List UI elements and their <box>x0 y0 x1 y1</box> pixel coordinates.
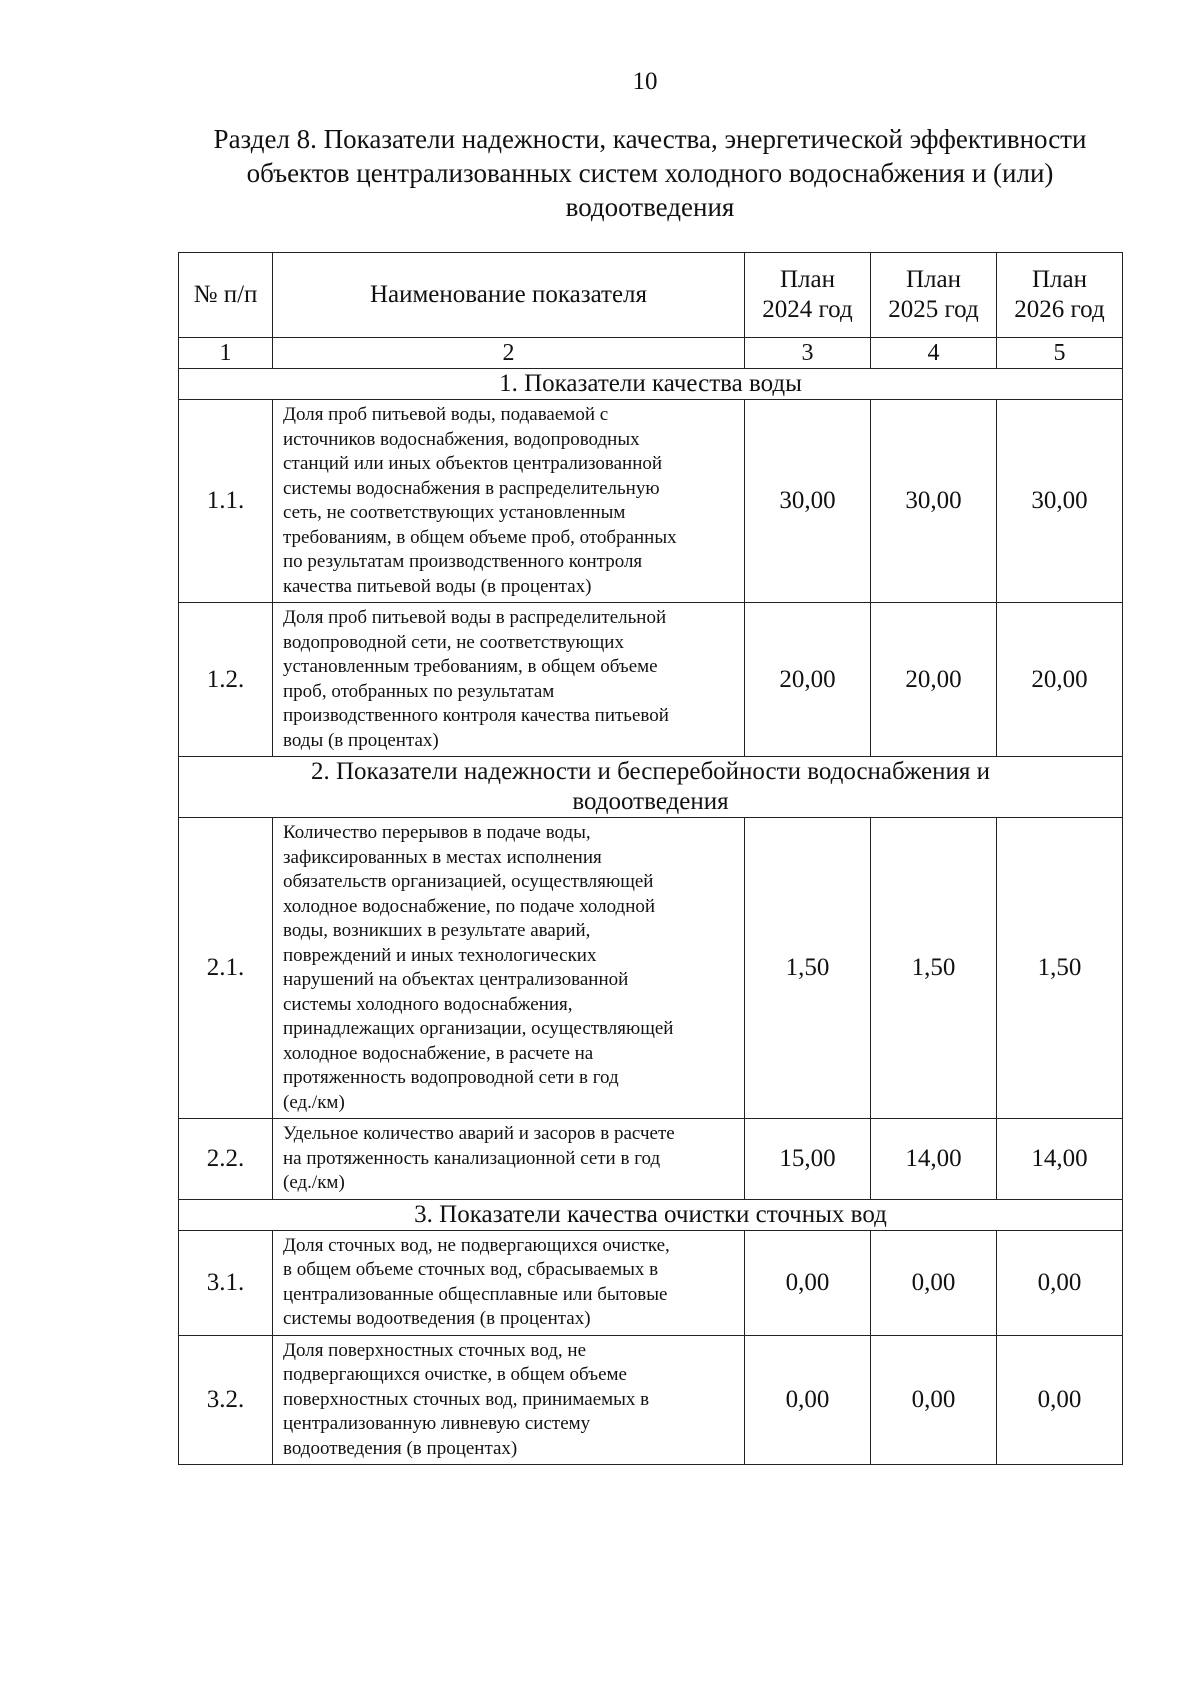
plan-value: 0,00 <box>871 1335 997 1465</box>
indicator-name-line: водопроводной сети, не соответствующих <box>283 631 624 653</box>
group-title <box>179 757 1123 818</box>
group-title <box>179 369 1123 400</box>
indicator-name-line: Количество перерывов в подаче воды, <box>283 822 591 843</box>
plan-value: 14,00 <box>871 1119 997 1200</box>
indicator-name-line: по результатам производственного контроля <box>283 551 643 572</box>
indicator-name-line: централизованные общесплавные или бытовые <box>283 1283 668 1305</box>
section-title-line: Раздел 8. Показатели надежности, качества, энергетической эффективности <box>213 124 1087 154</box>
table-row <box>179 1335 1123 1465</box>
plan-value: 1,50 <box>997 818 1123 1119</box>
indicator-name <box>273 818 745 1119</box>
plan-value: 30,00 <box>871 400 997 603</box>
plan-value: 20,00 <box>997 603 1123 757</box>
column-number: 5 <box>997 338 1123 369</box>
table-row <box>179 1119 1123 1200</box>
indicator-name-line: качества питьевой воды (в процентах) <box>283 575 592 597</box>
indicator-name <box>273 1119 745 1200</box>
indicator-name-line: системы холодного водоснабжения, <box>283 993 573 1015</box>
indicator-name-line: проб, отобранных по результатам <box>283 680 555 702</box>
column-number: 2 <box>273 338 745 369</box>
header-plan-label: План <box>779 266 835 293</box>
plan-value: 0,00 <box>871 1230 997 1335</box>
indicator-name-line: системы водоотведения (в процентах) <box>283 1308 591 1329</box>
table-body <box>179 338 1123 1465</box>
indicator-name <box>273 400 745 603</box>
indicator-name-line: подвергающихся очистке, в общем объеме <box>283 1364 627 1385</box>
indicator-name-line: протяженность водопроводной сети в год <box>283 1067 619 1088</box>
column-number: 1 <box>179 338 273 369</box>
page-number: 10 <box>632 68 658 95</box>
indicator-name-line: воды, возникших в результате аварий, <box>283 920 591 941</box>
plan-value: 20,00 <box>871 603 997 757</box>
plan-value: 0,00 <box>997 1230 1123 1335</box>
group-title-line: 2. Показатели надежности и бесперебойности водоснабжения и <box>310 758 991 785</box>
plan-value: 1,50 <box>745 818 871 1119</box>
section-title-line: водоотведения <box>565 192 735 222</box>
plan-value: 0,00 <box>745 1230 871 1335</box>
row-number: 3.2. <box>179 1335 273 1465</box>
indicator-name-line: системы водоснабжения в распределительную <box>283 477 660 499</box>
group-title-line: водоотведения <box>572 788 729 815</box>
indicator-name-line: нарушений на объектах централизованной <box>283 969 629 990</box>
indicator-name-line: станций или иных объектов централизованной <box>283 453 663 474</box>
header-plan-label: План <box>1031 266 1087 293</box>
header-plan-label: План <box>905 266 961 293</box>
column-number: 4 <box>871 338 997 369</box>
plan-value: 1,50 <box>871 818 997 1119</box>
indicator-name-line: Доля поверхностных сточных вод, не <box>283 1339 586 1361</box>
indicator-name-line: Доля проб питьевой воды в распределительной <box>283 607 667 628</box>
indicator-name <box>273 603 745 757</box>
plan-value: 20,00 <box>745 603 871 757</box>
group-title-line: 1. Показатели качества воды <box>499 370 802 397</box>
header-year: 2024 год <box>762 296 853 323</box>
group-title-line: 3. Показатели качества очистки сточных вод <box>414 1200 887 1228</box>
plan-value: 14,00 <box>997 1119 1123 1200</box>
indicator-name-line: принадлежащих организации, осуществляющей <box>283 1018 674 1039</box>
indicator-name-line: установленным требованиям, в общем объеме <box>283 656 658 677</box>
table-row <box>179 1230 1123 1335</box>
table-header-row <box>179 253 1123 338</box>
section-title-line: объектов централизованных систем холодного водоснабжения и (или) <box>246 158 1054 188</box>
section-title <box>190 122 1110 224</box>
indicator-name-line: в общем объеме сточных вод, сбрасываемых в <box>283 1259 659 1280</box>
header-plan-2026 <box>997 253 1123 338</box>
row-number: 3.1. <box>179 1230 273 1335</box>
column-number: 3 <box>745 338 871 369</box>
column-numbers-row <box>179 338 1123 369</box>
row-number: 2.2. <box>179 1119 273 1200</box>
indicator-name-line: Доля проб питьевой воды, подаваемой с <box>283 404 609 425</box>
indicator-name-line: (ед./км) <box>283 1091 345 1113</box>
plan-value: 0,00 <box>997 1335 1123 1465</box>
plan-value: 0,00 <box>745 1335 871 1465</box>
indicator-name-line: Удельное количество аварий и засоров в расчете <box>283 1123 675 1144</box>
table-row <box>179 603 1123 757</box>
indicator-name-line: сеть, не соответствующих установленным <box>283 502 626 523</box>
group-title <box>179 1199 1123 1230</box>
indicator-name-line: на протяженность канализационной сети в год <box>283 1147 661 1169</box>
indicator-name-line: требованиям, в общем объеме проб, отобранных <box>283 526 677 548</box>
plan-value: 30,00 <box>997 400 1123 603</box>
header-year: 2025 год <box>888 296 979 323</box>
indicator-name-line: производственного контроля качества питьевой <box>283 705 669 726</box>
table-row <box>179 400 1123 603</box>
indicators-table <box>178 252 1123 1465</box>
indicator-name-line: поверхностных сточных вод, принимаемых в <box>283 1388 650 1410</box>
header-plan-2024 <box>745 253 871 338</box>
plan-value: 15,00 <box>745 1119 871 1200</box>
indicator-name <box>273 1230 745 1335</box>
indicator-name-line: водоотведения (в процентах) <box>283 1437 518 1459</box>
indicator-name-line: источников водоснабжения, водопроводных <box>283 428 640 450</box>
header-year: 2026 год <box>1014 296 1105 323</box>
indicator-name-line: централизованную ливневую систему <box>283 1413 591 1434</box>
table-row <box>179 818 1123 1119</box>
indicator-name-line: (ед./км) <box>283 1172 345 1193</box>
indicator-name-line: зафиксированных в местах исполнения <box>283 846 602 868</box>
indicator-name-line: воды (в процентах) <box>283 729 439 751</box>
header-plan-2025 <box>871 253 997 338</box>
indicator-name-line: холодное водоснабжение, по подаче холодной <box>283 895 656 917</box>
group-header-row <box>179 369 1123 400</box>
row-number: 1.1. <box>179 400 273 603</box>
row-number: 1.2. <box>179 603 273 757</box>
group-header-row <box>179 1199 1123 1230</box>
indicator-name <box>273 1335 745 1465</box>
row-number: 2.1. <box>179 818 273 1119</box>
header-name: Наименование показателя <box>273 253 745 338</box>
group-header-row <box>179 757 1123 818</box>
plan-value: 30,00 <box>745 400 871 603</box>
indicator-name-line: Доля сточных вод, не подвергающихся очистке, <box>283 1234 670 1256</box>
header-num: № п/п <box>179 253 273 338</box>
indicator-name-line: холодное водоснабжение, в расчете на <box>283 1042 594 1064</box>
indicator-name-line: обязательств организацией, осуществляющей <box>283 871 654 892</box>
indicator-name-line: повреждений и иных технологических <box>283 944 597 966</box>
